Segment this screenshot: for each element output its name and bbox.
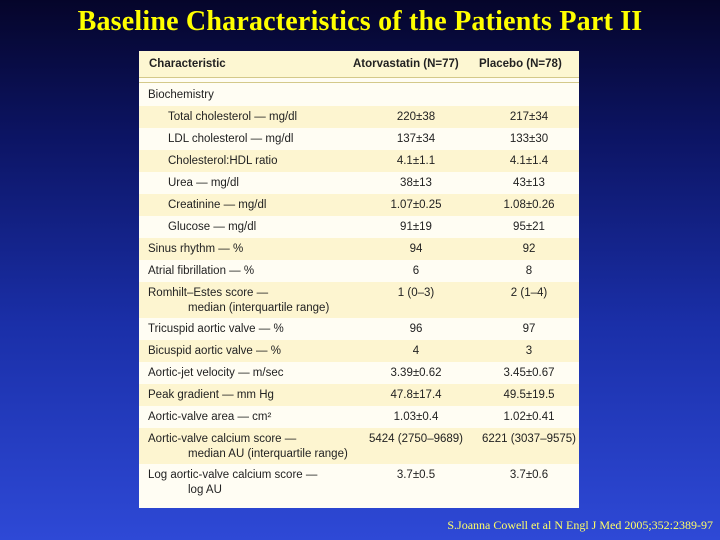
row-label-line1: Aortic-jet velocity — m/sec <box>148 367 284 379</box>
table-row <box>139 260 579 282</box>
row-label <box>168 198 266 213</box>
row-label-line1: Peak gradient — mm Hg <box>148 389 274 401</box>
row-label <box>168 132 294 147</box>
atorvastatin-value: 3.7±0.5 <box>396 469 436 481</box>
row-label-line1: Total cholesterol — mg/dl <box>168 111 298 123</box>
row-label-line1: Creatinine — mg/dl <box>168 199 267 211</box>
citation: S.Joanna Cowell et al N Engl J Med 2005;352:2389-97 <box>447 518 713 532</box>
row-label-line2: median (interquartile range) <box>188 302 330 314</box>
table-row <box>139 128 579 150</box>
placebo-value: 43±13 <box>513 177 545 189</box>
slide-title: Baseline Characteristics of the Patients Part II <box>77 6 643 37</box>
atorvastatin-value: 6 <box>412 265 420 277</box>
row-label <box>168 220 256 235</box>
table-row <box>139 150 579 172</box>
row-label-line2: log AU <box>188 484 222 496</box>
header-rule-secondary <box>139 82 579 83</box>
table-row <box>139 406 579 428</box>
row-label-line1: Sinus rhythm — % <box>148 243 244 255</box>
table-row <box>139 172 579 194</box>
row-label-line1: Urea — mg/dl <box>168 177 239 189</box>
row-label-line1: Tricuspid aortic valve — % <box>148 323 284 335</box>
atorvastatin-value: 94 <box>409 243 423 255</box>
row-label-line2: median AU (interquartile range) <box>188 448 348 460</box>
placebo-value: 3.7±0.6 <box>509 469 549 481</box>
row-label <box>148 322 284 337</box>
placebo-value: 3 <box>525 345 533 357</box>
table-row <box>139 194 579 216</box>
row-label-line1: Glucose — mg/dl <box>168 221 257 233</box>
atorvastatin-value: 5424 (2750–9689) <box>369 433 463 445</box>
row-label <box>148 286 329 316</box>
atorvastatin-value: 96 <box>409 323 423 335</box>
table-row <box>139 282 579 318</box>
placebo-value: 8 <box>525 265 533 277</box>
header-placebo: Placebo (N=78) <box>479 58 562 70</box>
placebo-value: 95±21 <box>513 221 545 233</box>
row-label-line1: Cholesterol:HDL ratio <box>168 155 278 167</box>
row-label <box>168 176 239 191</box>
atorvastatin-value: 1.07±0.25 <box>390 199 442 211</box>
table-row <box>139 384 579 406</box>
atorvastatin-value: 1.03±0.4 <box>393 411 439 423</box>
row-label-line1: Log aortic-valve calcium score — <box>148 469 318 481</box>
atorvastatin-value: 4 <box>412 345 420 357</box>
row-label-line1: LDL cholesterol — mg/dl <box>168 133 294 145</box>
row-label <box>168 110 297 125</box>
atorvastatin-value: 47.8±17.4 <box>390 389 442 401</box>
placebo-value: 1.02±0.41 <box>503 411 555 423</box>
row-label <box>148 344 281 359</box>
atorvastatin-value: 4.1±1.1 <box>396 155 436 167</box>
placebo-value: 1.08±0.26 <box>503 199 555 211</box>
atorvastatin-value: 1 (0–3) <box>397 287 435 299</box>
row-label-line1: Atrial fibrillation — % <box>148 265 255 277</box>
table-header <box>139 51 579 77</box>
placebo-value: 92 <box>522 243 536 255</box>
row-label <box>148 242 243 257</box>
table-row <box>139 84 579 106</box>
atorvastatin-value: 38±13 <box>400 177 432 189</box>
table-row <box>139 428 579 464</box>
baseline-characteristics-table <box>139 51 579 508</box>
placebo-value: 6221 (3037–9575) <box>482 433 576 445</box>
header-atorvastatin: Atorvastatin (N=77) <box>353 58 459 70</box>
row-label <box>148 388 274 403</box>
atorvastatin-value: 91±19 <box>400 221 432 233</box>
table-row <box>139 106 579 128</box>
table-row <box>139 318 579 340</box>
row-label-line1: Aortic-valve calcium score — <box>148 433 297 445</box>
placebo-value: 2 (1–4) <box>510 287 548 299</box>
row-label-line1: Bicuspid aortic valve — % <box>148 345 281 357</box>
placebo-value: 3.45±0.67 <box>503 367 555 379</box>
placebo-value: 133±30 <box>509 133 549 145</box>
table-row <box>139 340 579 362</box>
table-row <box>139 362 579 384</box>
row-label <box>148 432 348 462</box>
table-row <box>139 464 579 500</box>
row-label <box>168 154 278 169</box>
atorvastatin-value: 220±38 <box>396 111 436 123</box>
table-row <box>139 238 579 260</box>
placebo-value: 97 <box>522 323 536 335</box>
header-characteristic: Characteristic <box>149 58 226 70</box>
table-row <box>139 216 579 238</box>
atorvastatin-value: 137±34 <box>396 133 436 145</box>
placebo-value: 217±34 <box>509 111 549 123</box>
row-label-line1: Biochemistry <box>148 89 214 101</box>
row-label <box>148 410 271 425</box>
row-label <box>148 468 317 498</box>
atorvastatin-value: 3.39±0.62 <box>390 367 442 379</box>
header-rule <box>139 77 579 78</box>
row-label-line1: Aortic-valve area — cm² <box>148 411 272 423</box>
row-label-line1: Romhilt–Estes score — <box>148 287 269 299</box>
placebo-value: 4.1±1.4 <box>509 155 549 167</box>
row-label <box>148 366 283 381</box>
placebo-value: 49.5±19.5 <box>503 389 555 401</box>
row-label <box>148 264 254 279</box>
row-label <box>148 88 214 103</box>
